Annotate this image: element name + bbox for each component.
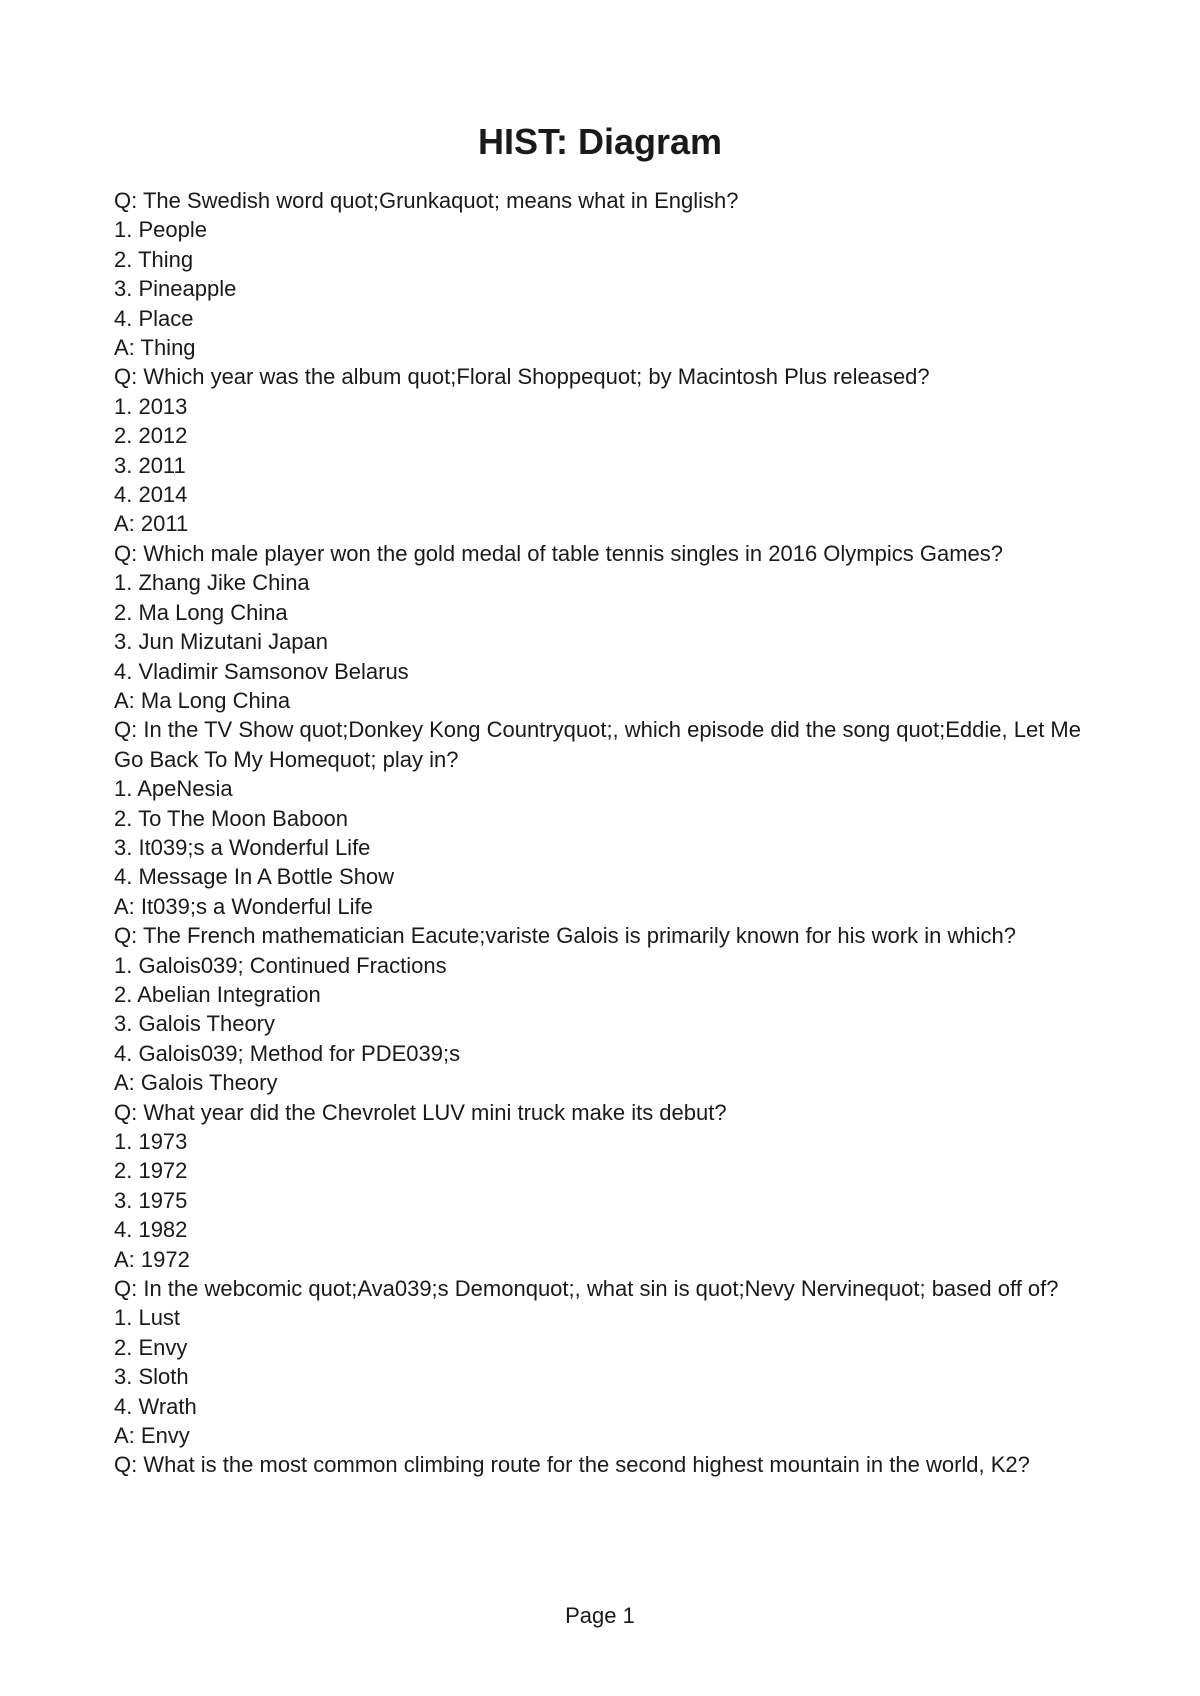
option-item: 2. To The Moon Baboon: [114, 805, 349, 831]
option-item: 3. Sloth: [114, 1364, 189, 1390]
question-text: Q: The French mathematician Eacute;variste Galois is primarily known for his work in which?: [114, 923, 1016, 949]
question-text: Q: In the webcomic quot;Ava039;s Demonquot;, what sin is quot;Nevy Nervinequot; based off of?: [114, 1276, 1059, 1302]
option-item: 1. 1973: [114, 1129, 188, 1154]
option-item: 2. 2012: [114, 423, 188, 449]
option-item: 2. 1972: [114, 1158, 188, 1184]
answer-text: A: Galois Theory: [114, 1070, 278, 1096]
question-block: [114, 539, 1104, 715]
question-block: [114, 1098, 1104, 1274]
option-item: 3. Pineapple: [114, 276, 237, 302]
option-item: 1. 2013: [114, 393, 188, 419]
answer-text: A: Ma Long China: [114, 687, 291, 713]
option-item: 3. 2011: [114, 452, 186, 478]
option-item: 4. Galois039; Method for PDE039;s: [114, 1040, 461, 1066]
question-block: [114, 1274, 1104, 1450]
page-title: HIST: Diagram: [477, 121, 723, 162]
option-item: 1. ApeNesia: [114, 776, 233, 802]
question-block: [114, 1450, 1104, 1479]
question-block: [114, 186, 1104, 362]
option-item: 1. Zhang Jike China: [114, 570, 310, 596]
question-text: Q: Which year was the album quot;Floral Shoppequot; by Macintosh Plus released?: [114, 364, 930, 390]
question-text: Q: What is the most common climbing route for the second highest mountain in the world, K2?: [114, 1452, 1030, 1478]
option-item: 1. People: [114, 217, 207, 243]
question-text: Q: Which male player won the gold medal of table tennis singles in 2016 Olympics Games?: [114, 540, 1003, 566]
answer-text: A: 1972: [114, 1246, 190, 1272]
option-item: 1. Lust: [114, 1305, 181, 1331]
option-item: 2. Abelian Integration: [114, 981, 321, 1007]
option-item: 3. Galois Theory: [114, 1011, 276, 1037]
answer-text: A: Envy: [114, 1423, 190, 1449]
option-item: 3. 1975: [114, 1187, 188, 1213]
option-item: 4. Place: [114, 305, 194, 331]
option-item: 4. 2014: [114, 482, 188, 508]
option-item: 2. Envy: [114, 1334, 188, 1360]
answer-text: A: 2011: [114, 511, 189, 537]
option-item: 4. 1982: [114, 1217, 188, 1243]
option-item: 4. Wrath: [114, 1393, 197, 1419]
option-item: 3. Jun Mizutani Japan: [114, 629, 329, 655]
option-item: 1. Galois039; Continued Fractions: [114, 952, 447, 978]
option-item: 4. Vladimir Samsonov Belarus: [114, 658, 409, 684]
question-block: [114, 921, 1104, 1097]
answer-text: A: It039;s a Wonderful Life: [114, 893, 373, 919]
page-number: Page 1: [565, 1603, 635, 1628]
option-item: 2. Ma Long China: [114, 599, 288, 625]
option-item: 2. Thing: [114, 246, 194, 272]
question-text: Q: In the TV Show quot;Donkey Kong Countryquot;, which episode did the song quot;Eddie, Let Me Go Back To My Homequot; play in?: [114, 717, 1081, 772]
option-item: 4. Message In A Bottle Show: [114, 864, 395, 890]
question-block: [114, 715, 1104, 921]
answer-text: A: Thing: [114, 335, 196, 361]
question-text: Q: What year did the Chevrolet LUV mini truck make its debut?: [114, 1099, 727, 1125]
option-item: 3. It039;s a Wonderful Life: [114, 834, 371, 860]
question-block: [114, 362, 1104, 538]
quiz-content: [114, 186, 1104, 1480]
question-text: Q: The Swedish word quot;Grunkaquot; means what in English?: [114, 188, 739, 213]
